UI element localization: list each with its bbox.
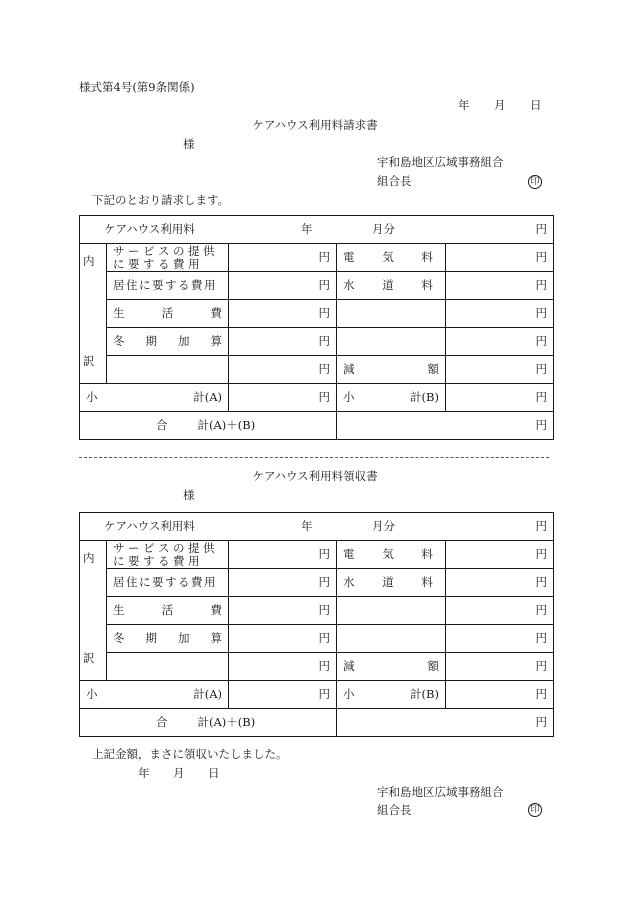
total-label: 合 計(A)＋(B) bbox=[80, 709, 337, 737]
breakdown-label-1: 内 bbox=[83, 551, 95, 565]
subtotal-b-label: 小 計(B) bbox=[337, 384, 446, 412]
breakdown-label-2: 訳 bbox=[83, 353, 95, 368]
residence-cost-value: 円 bbox=[229, 569, 337, 597]
table-row bbox=[80, 709, 554, 737]
receipt-title: ケアハウス利用料領収書 bbox=[252, 469, 378, 483]
service-cost-label: サービスの提供 に要する費用 bbox=[107, 244, 229, 272]
header-year: 年 bbox=[301, 518, 313, 533]
table-row bbox=[80, 244, 554, 272]
invoice-issuer-org: 宇和島地区広域事務組合 bbox=[377, 155, 504, 169]
reduction-value: 円 bbox=[446, 653, 554, 681]
living-cost-value: 円 bbox=[229, 300, 337, 328]
blank-label bbox=[107, 653, 229, 681]
table-row bbox=[80, 569, 554, 597]
reduction-label: 減 額 bbox=[337, 653, 446, 681]
header-label: ケアハウス利用料 bbox=[104, 221, 195, 236]
date-month: 月 bbox=[494, 98, 506, 112]
date-year: 年 bbox=[458, 98, 470, 112]
residence-cost-value: 円 bbox=[229, 272, 337, 300]
cut-line-divider bbox=[79, 457, 549, 458]
service-cost-value: 円 bbox=[229, 244, 337, 272]
blank-label bbox=[337, 328, 446, 356]
receipt-seal-icon: 印 bbox=[528, 803, 542, 817]
subtotal-a-value: 円 bbox=[229, 384, 337, 412]
total-value: 円 bbox=[337, 412, 554, 440]
winter-surcharge-value: 円 bbox=[229, 328, 337, 356]
water-value: 円 bbox=[446, 569, 554, 597]
subtotal-b-value: 円 bbox=[446, 384, 554, 412]
winter-surcharge-label: 冬 期 加 算 bbox=[107, 625, 229, 653]
blank-value: 円 bbox=[446, 328, 554, 356]
form-number-label: 様式第4号(第9条関係) bbox=[79, 80, 195, 94]
blank-value: 円 bbox=[229, 653, 337, 681]
subtotal-b-label: 小 計(B) bbox=[337, 681, 446, 709]
residence-cost-label: 居住に要する費用 bbox=[107, 569, 229, 597]
water-value: 円 bbox=[446, 272, 554, 300]
water-label: 水 道 料 bbox=[337, 569, 446, 597]
table-row bbox=[80, 328, 554, 356]
header-label: ケアハウス利用料 bbox=[104, 518, 195, 533]
breakdown-label-1: 内 bbox=[83, 254, 95, 268]
reduction-value: 円 bbox=[446, 356, 554, 384]
blank-label bbox=[337, 625, 446, 653]
table-row bbox=[80, 541, 554, 569]
table-row bbox=[80, 681, 554, 709]
header-month: 月分 bbox=[372, 221, 395, 236]
header-month: 月分 bbox=[372, 518, 395, 533]
date-day: 日 bbox=[530, 98, 542, 112]
subtotal-b-value: 円 bbox=[446, 681, 554, 709]
invoice-seal-icon: 印 bbox=[528, 175, 542, 189]
reduction-label: 減 額 bbox=[337, 356, 446, 384]
blank-value: 円 bbox=[446, 300, 554, 328]
electricity-value: 円 bbox=[446, 541, 554, 569]
invoice-intro: 下記のとおり請求します。 bbox=[92, 193, 230, 207]
winter-surcharge-label: 冬 期 加 算 bbox=[107, 328, 229, 356]
header-yen: 円 bbox=[535, 221, 548, 236]
table-row bbox=[80, 625, 554, 653]
blank-value: 円 bbox=[446, 625, 554, 653]
residence-cost-label: 居住に要する費用 bbox=[107, 272, 229, 300]
living-cost-label: 生 活 費 bbox=[107, 300, 229, 328]
invoice-addressee-suffix: 様 bbox=[183, 137, 195, 151]
header-cell bbox=[80, 216, 554, 244]
breakdown-label-cell bbox=[80, 541, 107, 681]
receipt-issuer-org: 宇和島地区広域事務組合 bbox=[377, 785, 504, 799]
receipt-issuer-title: 組合長 bbox=[377, 803, 412, 817]
subtotal-a-label: 小 計(A) bbox=[80, 384, 229, 412]
winter-surcharge-value: 円 bbox=[229, 625, 337, 653]
service-cost-value: 円 bbox=[229, 541, 337, 569]
living-cost-value: 円 bbox=[229, 597, 337, 625]
blank-label bbox=[107, 356, 229, 384]
breakdown-label-cell bbox=[80, 244, 107, 384]
invoice-title: ケアハウス利用料請求書 bbox=[252, 118, 378, 132]
table-row bbox=[80, 597, 554, 625]
table-row bbox=[80, 384, 554, 412]
electricity-label: 電 気 料 bbox=[337, 541, 446, 569]
table-row bbox=[80, 653, 554, 681]
receipt-fee-table bbox=[79, 512, 554, 737]
subtotal-a-label: 小 計(A) bbox=[80, 681, 229, 709]
header-cell bbox=[80, 513, 554, 541]
table-row bbox=[80, 216, 554, 244]
total-value: 円 bbox=[337, 709, 554, 737]
total-label: 合 計(A)＋(B) bbox=[80, 412, 337, 440]
service-cost-label: サービスの提供 に要する費用 bbox=[107, 541, 229, 569]
living-cost-label: 生 活 費 bbox=[107, 597, 229, 625]
blank-label bbox=[337, 597, 446, 625]
invoice-fee-table bbox=[79, 215, 554, 440]
blank-value: 円 bbox=[446, 597, 554, 625]
blank-value: 円 bbox=[229, 356, 337, 384]
water-label: 水 道 料 bbox=[337, 272, 446, 300]
receipt-date: 年 月 日 bbox=[138, 766, 220, 780]
header-yen: 円 bbox=[535, 518, 548, 533]
electricity-label: 電 気 料 bbox=[337, 244, 446, 272]
breakdown-label-2: 訳 bbox=[83, 650, 95, 665]
table-row bbox=[80, 272, 554, 300]
table-row bbox=[80, 356, 554, 384]
subtotal-a-value: 円 bbox=[229, 681, 337, 709]
invoice-issuer-title: 組合長 bbox=[377, 174, 412, 188]
issue-date bbox=[458, 100, 542, 112]
table-row bbox=[80, 513, 554, 541]
receipt-addressee-suffix: 様 bbox=[183, 488, 195, 502]
table-row bbox=[80, 412, 554, 440]
receipt-closing: 上記金額，まさに領収いたしました。 bbox=[92, 747, 288, 761]
electricity-value: 円 bbox=[446, 244, 554, 272]
table-row bbox=[80, 300, 554, 328]
header-year: 年 bbox=[301, 221, 313, 236]
blank-label bbox=[337, 300, 446, 328]
